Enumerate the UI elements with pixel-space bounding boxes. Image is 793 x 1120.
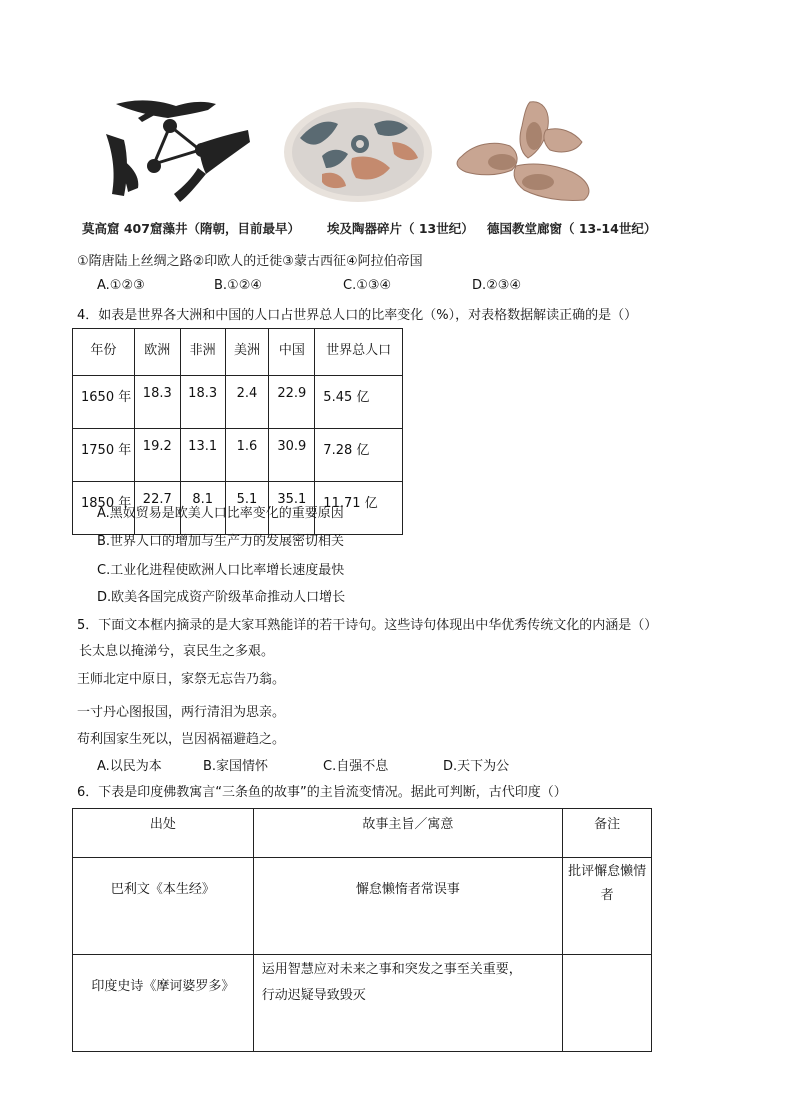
- figure-caption-2: 埃及陶器碎片（ 13世纪）: [327, 221, 474, 236]
- q3-items-line: ①隋唐陆上丝绸之路②印欧人的迁徙③蒙古西征④阿拉伯帝国: [77, 254, 423, 269]
- table-cell: 22.7: [134, 482, 180, 535]
- table-cell: [563, 955, 652, 1052]
- header-europe: 欧洲: [134, 329, 180, 376]
- q4-option-a[interactable]: A.黑奴贸易是欧美人口比率变化的重要原因: [97, 506, 344, 521]
- table-cell: 1750 年: [73, 429, 135, 482]
- table-cell: 7.28 亿: [315, 429, 403, 482]
- figure-caption-1: 莫高窟 407窟藻井（隋朝，目前最早）: [82, 221, 300, 236]
- table-cell: 5.45 亿: [315, 376, 403, 429]
- figure-caption-3: 德国教堂廊窗（ 13-14世纪）: [487, 221, 657, 236]
- table-cell: 30.9: [269, 429, 315, 482]
- header-year: 年份: [73, 329, 135, 376]
- header-theme: 故事主旨／寓意: [253, 809, 562, 858]
- header-america: 美洲: [225, 329, 269, 376]
- q5-poem-line: 苟利国家生死以，岂因祸福避趋之。: [77, 732, 286, 747]
- table-cell: 印度史诗《摩诃婆罗多》: [73, 955, 254, 1052]
- header-africa: 非洲: [180, 329, 225, 376]
- table-row: [73, 955, 652, 1052]
- q4-stem: 4．如表是世界各大洲和中国的人口占世界总人口的比率变化（%），对表格数据解读正确的是（）: [77, 308, 638, 323]
- q3-option-a[interactable]: A.①②③: [97, 278, 145, 293]
- header-world-total: 世界总人口: [315, 329, 403, 376]
- q5-poem-line: 长太息以掩涕兮，哀民生之多艰。: [79, 644, 275, 659]
- table-cell: 2.4: [225, 376, 269, 429]
- q5-option-c[interactable]: C.自强不息: [323, 759, 389, 774]
- q5-option-b[interactable]: B.家国情怀: [203, 759, 269, 774]
- table-row: [73, 429, 403, 482]
- note-line: 批评懈怠懒情: [568, 864, 647, 879]
- q3-option-c[interactable]: C.①③④: [343, 278, 392, 293]
- table-cell: 22.9: [269, 376, 315, 429]
- table-row: [73, 858, 652, 955]
- table-cell: 8.1: [180, 482, 225, 535]
- german-church-window-image: [442, 96, 604, 206]
- table-cell: 5.1: [225, 482, 269, 535]
- theme-line: 行动迟疑导致毁灭: [261, 988, 366, 1003]
- header-note: 备注: [563, 809, 652, 858]
- q6-stem: 6．下表是印度佛教寓言“三条鱼的故事”的主旨流变情况。据此可判断，古代印度（）: [77, 785, 567, 800]
- table-cell: [563, 858, 652, 955]
- table-cell: 18.3: [180, 376, 225, 429]
- table-header-row: [73, 329, 403, 376]
- q6-fable-table: [72, 808, 652, 1052]
- q4-option-d[interactable]: D.欧美各国完成资产阶级革命推动人口增长: [97, 590, 346, 605]
- table-cell: 1850 年: [73, 482, 135, 535]
- table-cell: 懈怠懒惰者常误事: [253, 858, 562, 955]
- table-row: [73, 376, 403, 429]
- table-cell: 1.6: [225, 429, 269, 482]
- q5-option-d[interactable]: D.天下为公: [443, 759, 510, 774]
- q5-poem-line: 一寸丹心图报国，两行清泪为思亲。: [77, 705, 286, 720]
- q4-option-b[interactable]: B.世界人口的增加与生产力的发展密切相关: [97, 534, 345, 549]
- table-cell: 11.71 亿: [315, 482, 403, 535]
- table-cell: 18.3: [134, 376, 180, 429]
- q5-poem-line: 王师北定中原日，家祭无忘告乃翁。: [77, 672, 286, 687]
- header-china: 中国: [269, 329, 315, 376]
- q4-option-c[interactable]: C.工业化进程使欧洲人口比率增长速度最快: [97, 563, 345, 578]
- q5-option-a[interactable]: A.以民为本: [97, 759, 162, 774]
- theme-line: 运用智慧应对未来之事和突发之事至关重要，: [261, 962, 522, 977]
- note-line: 者: [600, 888, 614, 903]
- mogao-cave-ceiling-image: [98, 96, 253, 206]
- egyptian-pottery-shard-image: [282, 98, 434, 206]
- table-cell: 19.2: [134, 429, 180, 482]
- q3-option-d[interactable]: D.②③④: [472, 278, 522, 293]
- q5-stem: 5．下面文本框内摘录的是大家耳熟能详的若干诗句。这些诗句体现出中华优秀传统文化的内涵是（）: [77, 618, 658, 633]
- table-header-row: [73, 809, 652, 858]
- table-cell: 1650 年: [73, 376, 135, 429]
- table-cell: 13.1: [180, 429, 225, 482]
- table-cell: 巴利文《本生经》: [73, 858, 254, 955]
- q3-option-b[interactable]: B.①②④: [214, 278, 263, 293]
- header-source: 出处: [73, 809, 254, 858]
- table-cell: 35.1: [269, 482, 315, 535]
- table-cell: [253, 955, 562, 1052]
